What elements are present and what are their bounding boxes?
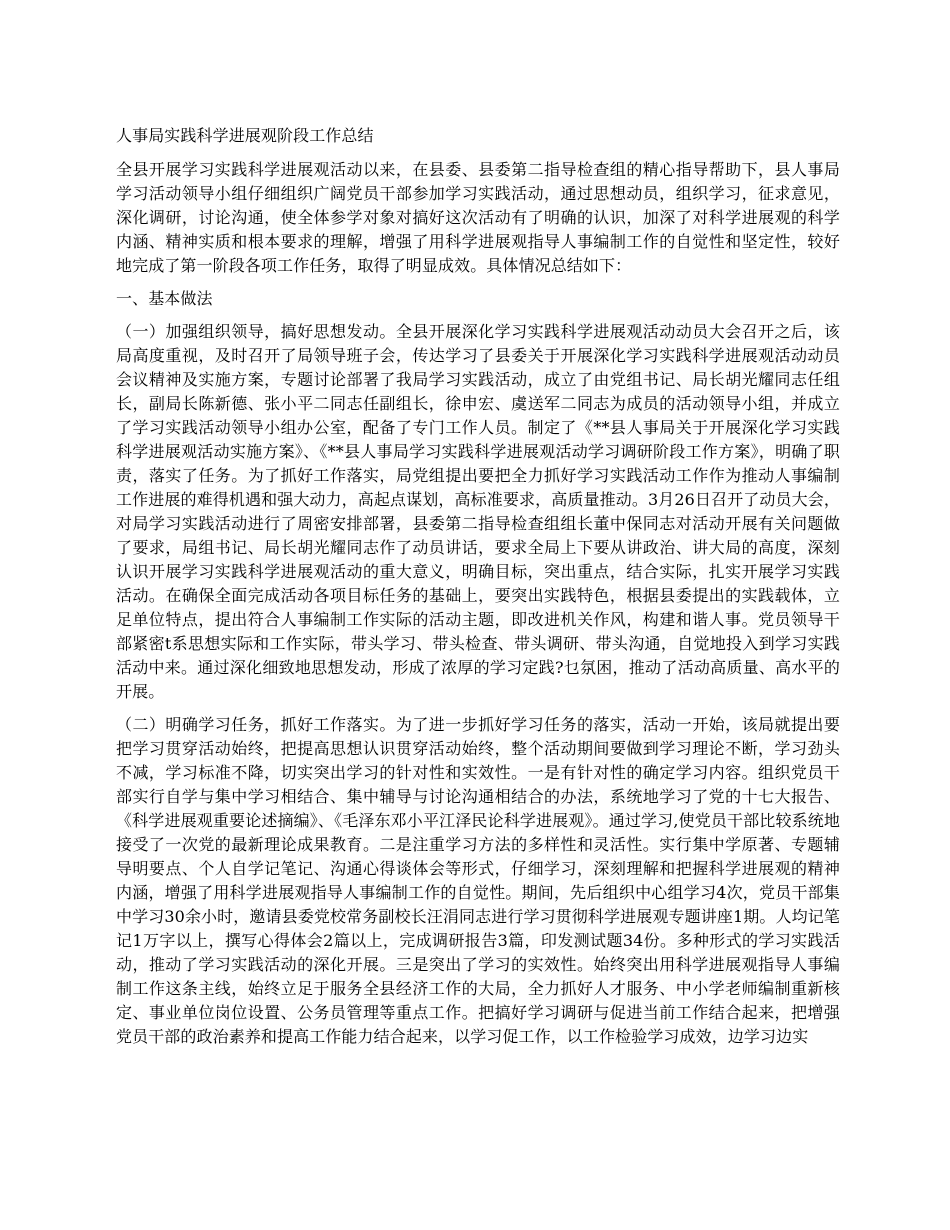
section-heading-basic-methods: 一、基本做法 — [116, 289, 213, 308]
document-page — [116, 124, 840, 1058]
intro-paragraph: 全县开展学习实践科学进展观活动以来，在县委、县委第二指导检查组的精心指导帮助下，县人事局学习活动领导小组仔细组织广阔党员干部参加学习实践活动，通过思想动员，组织学习，征求意见，深化调研，讨论沟通，使全体参学对象对搞好这次活动有了明确的认识，加深了对科学进展观的科学内涵、精神实质和根本要求的理解，增强了用科学进展观指导人事编制工作的自觉性和坚定性，较好地完成了第一阶段各项工作任务，取得了明显成效。具体情况总结如下： — [116, 160, 840, 275]
paragraph-learning-tasks: （二）明确学习任务，抓好工作落实。为了进一步抓好学习任务的落实，活动一开始，该局就提出要把学习贯穿活动始终，把提高思想认识贯穿活动始终，整个活动期间要做到学习理论不断，学习劲头不减，学习标准不降，切实突出学习的针对性和实效性。一是有针对性的确定学习内容。组织党员干部实行自学与集中学习相结合、集中辅导与讨论沟通相结合的办法，系统地学习了党的十七大报告、《科学进展观重要论述摘编》、《毛泽东邓小平江泽民论科学进展观》。通过学习,使党员干部比较系统地接受了一次党的最新理论成果教育。二是注重学习方法的多样性和灵活性。实行集中学原著、专题辅导明要点、个人自学记笔记、沟通心得谈体会等形式，仔细学习，深刻理解和把握科学进展观的精神内涵，增强了用科学进展观指导人事编制工作的自觉性。期间，先后组织中心组学习4次，党员干部集中学习30余小时，邀请县委党校常务副校长汪涓同志进行学习贯彻科学进展观专题讲座1期。人均记笔记1万字以上，撰写心得体会2篇以上，完成调研报告3篇，印发测试题34份。多种形式的学习实践活动，推动了学习实践活动的深化开展。三是突出了学习的实效性。始终突出用科学进展观指导人事编制工作这条主线，始终立足于服务全县经济工作的大局，全力抓好人才服务、中小学老师编制重新核定、事业单位岗位设置、公务员管理等重点工作。把搞好学习调研与促进当前工作结合起来，把增强党员干部的政治素养和提高工作能力结合起来，以学习促工作，以工作检验学习成效，边学习边实 — [116, 715, 840, 1046]
document-title: 人事局实践科学进展观阶段工作总结 — [116, 126, 374, 145]
paragraph-organization-leadership: （一）加强组织领导，搞好思想发动。全县开展深化学习实践科学进展观活动动员大会召开之后，该局高度重视，及时召开了局领导班子会，传达学习了县委关于开展深化学习实践科学进展观活动动员会议精神及实施方案，专题讨论部署了我局学习实践活动，成立了由党组书记、局长胡光耀同志任组长，副局长陈新德、张小平二同志任副组长，徐申宏、虞送军二同志为成员的活动领导小组，并成立了学习实践活动领导小组办公室，配备了专门工作人员。制定了《**县人事局关于开展深化学习实践科学进展观活动实施方案》、《**县人事局学习实践科学进展观活动学习调研阶段工作方案》，明确了职责，落实了任务。为了抓好工作落实，局党组提出要把全力抓好学习实践活动工作作为推动人事编制工作进展的难得机遇和强大动力，高起点谋划，高标准要求，高质量推动。3月26日召开了动员大会，对局学习实践活动进行了周密安排部署，县委第二指导检查组组长董中保同志对活动开展有关问题做了要求，局组书记、局长胡光耀同志作了动员讲话，要求全局上下要从讲政治、讲大局的高度，深刻认识开展学习实践科学进展观活动的重大意义，明确目标，突出重点，结合实际，扎实开展学习实践活动。在确保全面完成活动各项目标任务的基础上，要突出实践特色，根据县委提出的实践载体，立足单位特点，提出符合人事编制工作实际的活动主题，即改进机关作风，构建和谐人事。党员领导干部紧密t系思想实际和工作实际，带头学习、带头检查、带头调研、带头沟通，自觉地投入到学习实践活动中来。通过深化细致地思想发动，形成了浓厚的学习定践?乜氛困，推动了活动高质量、高水平的开展。 — [116, 322, 840, 701]
